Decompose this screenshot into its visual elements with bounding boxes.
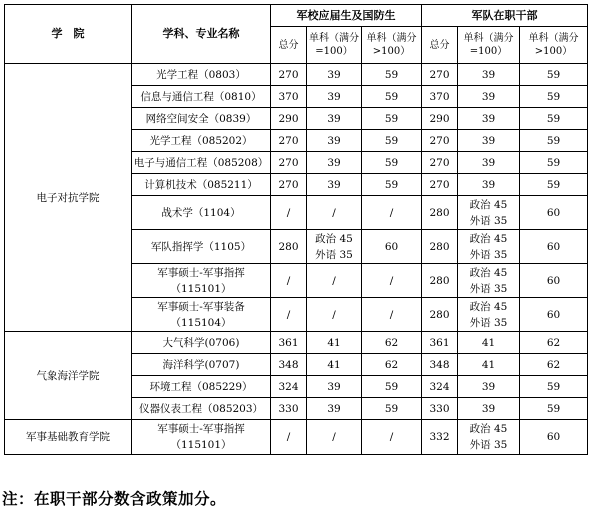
officer-total: 280 <box>422 264 458 298</box>
header-group-officer: 军队在职干部 <box>422 5 588 27</box>
major-name: 战术学（1104） <box>132 196 271 230</box>
cadet-total: 324 <box>271 376 307 398</box>
officer-single-gt100: 62 <box>520 354 588 376</box>
officer-single-gt100: 59 <box>520 398 588 420</box>
cadet-single-100: 39 <box>307 376 362 398</box>
header-major: 学科、专业名称 <box>132 5 271 64</box>
officer-total: 332 <box>422 420 458 455</box>
cadet-total: 370 <box>271 86 307 108</box>
major-name: 计算机技术（085211） <box>132 174 271 196</box>
officer-single-gt100: 59 <box>520 86 588 108</box>
cadet-single-gt100: 62 <box>362 354 422 376</box>
major-name: 光学工程（085202） <box>132 130 271 152</box>
officer-single-100: 41 <box>458 332 520 354</box>
officer-single-gt100: 59 <box>520 376 588 398</box>
table-row <box>5 64 588 86</box>
cadet-single-100: / <box>307 264 362 298</box>
officer-total: 270 <box>422 64 458 86</box>
officer-single-gt100: 59 <box>520 130 588 152</box>
header-single-gt100: 单科（满分>100） <box>520 27 588 64</box>
officer-single-100: 39 <box>458 398 520 420</box>
cadet-single-gt100: 59 <box>362 174 422 196</box>
cadet-single-100: / <box>307 298 362 332</box>
officer-single-100: 政治 45 外语 35 <box>458 420 520 455</box>
officer-total: 324 <box>422 376 458 398</box>
officer-single-gt100: 59 <box>520 64 588 86</box>
officer-single-gt100: 60 <box>520 264 588 298</box>
cadet-single-gt100: 62 <box>362 332 422 354</box>
cadet-single-100: 39 <box>307 152 362 174</box>
officer-total: 280 <box>422 298 458 332</box>
cadet-single-gt100: / <box>362 264 422 298</box>
officer-single-gt100: 62 <box>520 332 588 354</box>
table-row <box>5 420 588 455</box>
officer-single-100: 39 <box>458 174 520 196</box>
major-name: 大气科学(0706) <box>132 332 271 354</box>
cadet-single-100: 39 <box>307 174 362 196</box>
cadet-single-gt100: 59 <box>362 86 422 108</box>
cadet-single-gt100: 59 <box>362 108 422 130</box>
officer-total: 280 <box>422 196 458 230</box>
officer-single-100: 政治 45 外语 35 <box>458 264 520 298</box>
major-name: 军队指挥学（1105） <box>132 230 271 264</box>
officer-total: 330 <box>422 398 458 420</box>
cadet-single-gt100: / <box>362 196 422 230</box>
table-row <box>5 332 588 354</box>
header-school: 学 院 <box>5 5 132 64</box>
school-name: 电子对抗学院 <box>5 64 132 332</box>
officer-total: 270 <box>422 152 458 174</box>
school-name: 军事基础教育学院 <box>5 420 132 455</box>
cadet-single-gt100: / <box>362 298 422 332</box>
officer-total: 270 <box>422 130 458 152</box>
officer-single-gt100: 59 <box>520 152 588 174</box>
cadet-single-100: 41 <box>307 354 362 376</box>
major-name: 环境工程（085229） <box>132 376 271 398</box>
cadet-total: 290 <box>271 108 307 130</box>
officer-single-gt100: 60 <box>520 298 588 332</box>
major-name: 仪器仪表工程（085203） <box>132 398 271 420</box>
cadet-single-gt100: / <box>362 420 422 455</box>
officer-total: 348 <box>422 354 458 376</box>
cadet-total: 361 <box>271 332 307 354</box>
officer-single-gt100: 59 <box>520 174 588 196</box>
officer-single-gt100: 60 <box>520 196 588 230</box>
cadet-single-100: / <box>307 420 362 455</box>
header-single-100: 单科（满分=100） <box>307 27 362 64</box>
cadet-total: 270 <box>271 152 307 174</box>
cadet-single-gt100: 59 <box>362 64 422 86</box>
cadet-total: 270 <box>271 64 307 86</box>
cadet-single-100: 39 <box>307 64 362 86</box>
officer-single-100: 41 <box>458 354 520 376</box>
cadet-single-100: 39 <box>307 398 362 420</box>
school-name: 气象海洋学院 <box>5 332 132 420</box>
cadet-single-gt100: 59 <box>362 130 422 152</box>
officer-single-gt100: 60 <box>520 420 588 455</box>
cadet-single-100: 39 <box>307 130 362 152</box>
header-total: 总分 <box>271 27 307 64</box>
major-name: 海洋科学(0707) <box>132 354 271 376</box>
header-total: 总分 <box>422 27 458 64</box>
cadet-single-gt100: 59 <box>362 376 422 398</box>
cadet-single-100: 41 <box>307 332 362 354</box>
major-name: 军事硕士-军事指挥 （115101） <box>132 420 271 455</box>
officer-total: 290 <box>422 108 458 130</box>
major-name: 电子与通信工程（085208） <box>132 152 271 174</box>
header-group-cadet: 军校应届生及国防生 <box>271 5 422 27</box>
cadet-single-100: 39 <box>307 108 362 130</box>
officer-single-100: 政治 45 外语 35 <box>458 230 520 264</box>
cadet-total: / <box>271 420 307 455</box>
cadet-total: 280 <box>271 230 307 264</box>
cadet-single-gt100: 59 <box>362 398 422 420</box>
header-single-100: 单科（满分=100） <box>458 27 520 64</box>
major-name: 信息与通信工程（0810） <box>132 86 271 108</box>
officer-single-100: 政治 45 外语 35 <box>458 298 520 332</box>
cadet-total: 330 <box>271 398 307 420</box>
officer-single-100: 39 <box>458 152 520 174</box>
score-table <box>4 4 588 455</box>
cadet-single-100: / <box>307 196 362 230</box>
footnote: 注：在职干部分数含政策加分。 <box>2 490 227 508</box>
officer-single-100: 39 <box>458 108 520 130</box>
major-name: 光学工程（0803） <box>132 64 271 86</box>
officer-single-100: 39 <box>458 86 520 108</box>
cadet-single-gt100: 60 <box>362 230 422 264</box>
officer-single-gt100: 60 <box>520 230 588 264</box>
major-name: 军事硕士-军事指挥 （115101） <box>132 264 271 298</box>
officer-single-gt100: 59 <box>520 108 588 130</box>
cadet-total: / <box>271 196 307 230</box>
cadet-total: 348 <box>271 354 307 376</box>
cadet-total: 270 <box>271 174 307 196</box>
cadet-single-100: 政治 45 外语 35 <box>307 230 362 264</box>
officer-single-100: 39 <box>458 64 520 86</box>
header-single-gt100: 单科（满分>100） <box>362 27 422 64</box>
officer-total: 361 <box>422 332 458 354</box>
officer-single-100: 政治 45 外语 35 <box>458 196 520 230</box>
cadet-total: / <box>271 264 307 298</box>
cadet-total: 270 <box>271 130 307 152</box>
officer-total: 270 <box>422 174 458 196</box>
officer-single-100: 39 <box>458 130 520 152</box>
officer-single-100: 39 <box>458 376 520 398</box>
major-name: 军事硕士-军事装备 （115104） <box>132 298 271 332</box>
cadet-single-gt100: 59 <box>362 152 422 174</box>
cadet-total: / <box>271 298 307 332</box>
officer-total: 280 <box>422 230 458 264</box>
cadet-single-100: 39 <box>307 86 362 108</box>
officer-total: 370 <box>422 86 458 108</box>
major-name: 网络空间安全（0839） <box>132 108 271 130</box>
